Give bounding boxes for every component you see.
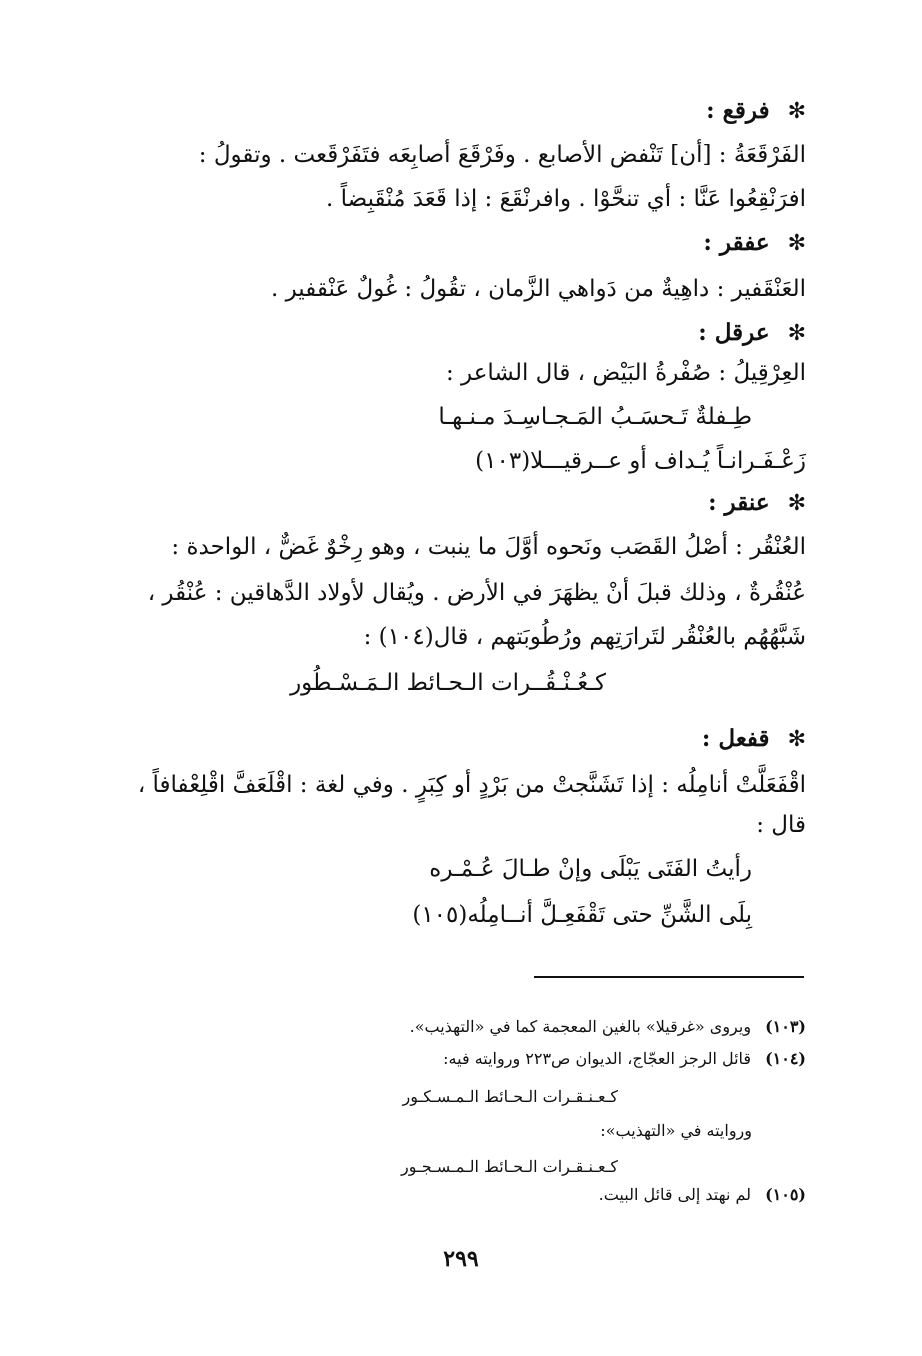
footnote: (١٠٤)قائل الرجز العجّاج، الديوان ص٢٢٣ وروايته فيه: (443, 1049, 806, 1068)
entry-text-line: العُنْقُر : أصْلُ القَصَب ونَحوه أوَّلَ ما ينبت ، وهو رِخْوٌ غَضٌّ ، الواحدة : (171, 534, 806, 560)
footnote: وروايته في «التهذيب»: (600, 1121, 752, 1140)
asterisk-icon: ✻ (787, 321, 806, 346)
asterisk-icon: ✻ (787, 491, 806, 516)
footnote-verse: كـعـنـقـرات الـحـائط الـمـسـجـور (401, 1157, 618, 1176)
footnote-verse: كـعـنـقـرات الـحـائط الـمـسـكـور (402, 1087, 618, 1106)
verse-line: زَعْـفَـرانـاً يُـداف أو عــرقيـــلا(١٠٣) (475, 448, 806, 474)
entry-headword: ✻عفقر : (100, 224, 806, 263)
entry-text-line: الفَرْقَعَةُ : [أن] تَنْفض الأصابع . وفَرْقَعَ أصابِعَه فتَفَرْقَعت . وتقولُ : (198, 142, 806, 168)
entry-headword: ✻قفعل : (100, 720, 806, 759)
footnote: (١٠٥)لم نهتد إلى قائل البيت. (598, 1185, 806, 1204)
asterisk-icon: ✻ (787, 99, 806, 124)
entry-text-line: شَبَّهُهُم بالعُنْقُر لتَرارَتِهم ورُطُوبَتهم ، قال(١٠٤) : (363, 624, 806, 650)
entry-text-line: اقْفَعَلَّتْ أنامِلُه : إذا تَشَنَّجتْ من بَرْدٍ أو كِبَرٍ . وفي لغة : اقْلَعَفَّ اقْلِعْفافاً ، (137, 772, 806, 798)
entry-text-line: قال : (756, 812, 806, 838)
asterisk-icon: ✻ (787, 231, 806, 256)
footnote-separator (534, 976, 804, 978)
entry-text-line: عُنْقُرةٌ ، وذلك قبلَ أنْ يظهَرَ في الأرض . ويُقال لأولاد الدَّهاقين : عُنْقُر ، (147, 580, 806, 606)
entry-text-line: العِرْقِيلُ : صُفْرةُ البَيْض ، قال الشاعر : (445, 360, 806, 386)
verse-line: بِلَى الشَّنِّ حتى تَقْفَعِـلَّ أنــامِلُه(١٠٥) (412, 902, 752, 928)
entry-text-line: العَنْقَفير : داهِيةٌ من دَواهي الزَّمان ، تقُولُ : غُولٌ عَنْقفير . (270, 276, 806, 302)
asterisk-icon: ✻ (787, 727, 806, 752)
verse-line: كـعُـنْـقُــرات الـحـائط الـمَـسْـطُور (290, 670, 606, 696)
verse-line: طِـفلةٌ تَـحسَـبُ المَـجـاسِـدَ مـنـهـا (438, 404, 752, 430)
footnote: (١٠٣)ويروى «غرقيلا» بالغين المعجمة كما في «التهذيب». (409, 1017, 806, 1036)
page-number: ٢٩٩ (443, 1246, 479, 1272)
entry-headword: ✻عرقل : (100, 314, 806, 353)
entry-text-line: افرَنْقِعُوا عَنَّا : أي تنحَّوْا . وافرنْقَعَ : إذا قَعَدَ مُنْقَبِضاً . (326, 186, 806, 212)
entry-headword: ✻فرقع : (100, 92, 806, 131)
verse-line: رأيتُ الفَتَى يَبْلَى وإنْ طـالَ عُـمْـره (429, 856, 752, 882)
entry-headword: ✻عنقر : (100, 484, 806, 523)
